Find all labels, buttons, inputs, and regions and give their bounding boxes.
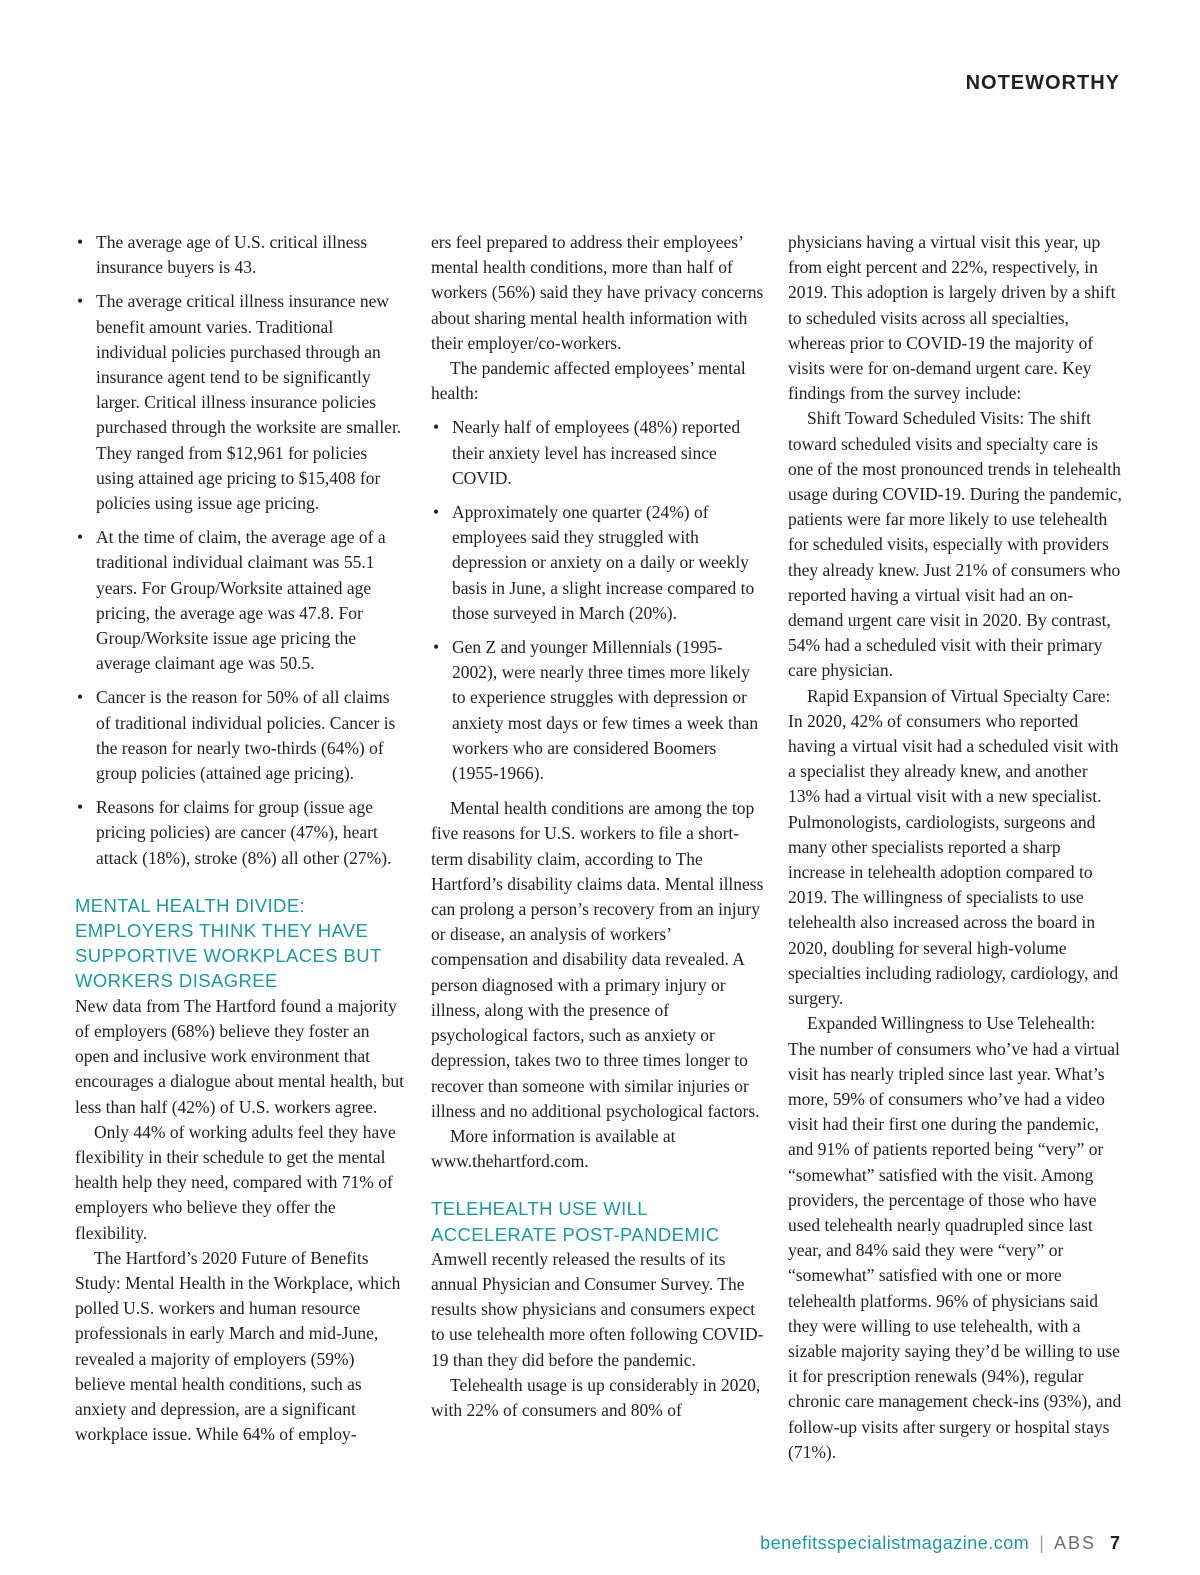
list-item: • Nearly half of employees (48%) reported their anxiety level has increased since COVID. — [431, 415, 765, 491]
page-footer — [760, 1533, 1120, 1554]
list-item: • At the time of claim, the average age of a traditional individual claimant was 55.1 years. For Group/Worksite attained age pricing, the average age was 47.8. For Group/Worksite issue age pricing the average claimant age was 50.5. — [75, 525, 407, 676]
paragraph: Mental health conditions are among the top five reasons for U.S. workers to file a short-term disability claim, according to The Hartford’s disability claims data. Mental illness can prolong a person’s recovery from an injury or disease, an analysis of workers’ compensation and disability data revealed. A person diagnosed with a primary injury or illness, along with the presence of psychological factors, such as anxiety or depression, takes two to three times longer to recover than someone with similar injuries or illness and no additional psychological factors. — [431, 798, 764, 1121]
magazine-name: ABS — [1053, 1533, 1096, 1553]
column-3 — [788, 230, 1122, 1465]
section-label: NOTEWORTHY — [965, 72, 1120, 94]
paragraph: Telehealth usage is up considerably in 2020, with 22% of consumers and 80% of — [431, 1374, 761, 1420]
telehealth-heading: TELEHEALTH USE WILL ACCELERATE POST-PANDEMIC — [431, 1198, 720, 1245]
page-number: 7 — [1109, 1533, 1120, 1553]
mental-health-heading: MENTAL HEALTH DIVIDE: EMPLOYERS THINK THEY HAVE SUPPORTIVE WORKPLACES BUT WORKERS DISAGREE — [75, 894, 382, 992]
list-item: • Reasons for claims for group (issue age pricing policies) are cancer (47%), heart attack (18%), stroke (8%) all other (27%). — [75, 795, 407, 871]
paragraph: Amwell recently released the results of its annual Physician and Consumer Survey. The results show physicians and consumers expect to use telehealth more often following COVID-19 than they did before the pandemic. — [431, 1248, 764, 1370]
paragraph: Only 44% of working adults feel they have flexibility in their schedule to get the mental health help they need, compared with 71% of employers who believe they offer the flexibility. — [75, 1121, 396, 1243]
pandemic-bullet-list — [431, 415, 765, 786]
footer-separator: | — [1039, 1533, 1044, 1553]
paragraph: physicians having a virtual visit this year, up from eight percent and 22%, respectively, in 2019. This adoption is largely driven by a shift to scheduled visits across all specialties, whereas prior to COVID-19 the majority of visits were for on-demand urgent care. Key findings from the survey include: — [788, 232, 1116, 404]
paragraph: Shift Toward Scheduled Visits: The shift toward scheduled visits and specialty care is one of the most pronounced trends in telehealth usage during COVID-19. During the pandemic, patients were far more likely to use telehealth for scheduled visits, especially with providers they already knew. Just 21% of consumers who reported having a virtual visit had an on-demand urgent care visit in 2020. By contrast, 54% had a scheduled visit with their primary care physician. — [788, 408, 1122, 681]
column-2 — [431, 230, 765, 1423]
list-item: • The average age of U.S. critical illness insurance buyers is 43. — [75, 230, 407, 280]
paragraph: Rapid Expansion of Virtual Specialty Care: In 2020, 42% of consumers who reported having a virtual visit had a scheduled visit with a specialist they already knew, and another 13% had a virtual visit with a new specialist. Pulmonologists, cardiologists, surgeons and many other specialists reported a sharp increase in telehealth adoption compared to 2019. The willingness of specialists to use telehealth also increased across the board in 2020, doubling for several high-volume specialties including radiology, cardiology, and surgery. — [788, 685, 1119, 1009]
paragraph: Expanded Willingness to Use Telehealth: The number of consumers who’ve had a virtual visit has nearly tripled since last year. What’s more, 59% of consumers who’ve had a video visit had their first one during the pandemic, and 91% of patients reported being “very” or “somewhat” satisfied with the visit. Among providers, the percentage of those who have used telehealth nearly quadrupled since last year, and 84% said they were “very” or “somewhat” satisfied with one or more telehealth platforms. 96% of physicians said they were willing to use telehealth, with a sizable majority saying they’d be willing to use it for prescription renewals (94%), regular chronic care management check-ins (93%), and follow-up visits after surgery or hospital stays (71%). — [788, 1013, 1122, 1462]
paragraph: More information is available at www.thehartford.com. — [431, 1125, 676, 1172]
list-item: • Cancer is the reason for 50% of all claims of traditional individual policies. Cancer is the reason for nearly two-thirds (64%) of group policies (attained age pricing). — [75, 685, 407, 786]
column-1 — [75, 230, 407, 1447]
paragraph: The pandemic affected employees’ mental health: — [431, 358, 746, 404]
paragraph: The Hartford’s 2020 Future of Benefits Study: Mental Health in the Workplace, which polled U.S. workers and human resource professionals in early March and mid-June, revealed a majority of employers (59%) believe mental health conditions, such as anxiety and depression, are a significant workplace issue. While 64% of employ- — [75, 1247, 401, 1445]
website-link[interactable]: benefitsspecialistmagazine.com — [760, 1533, 1030, 1553]
list-item: • Approximately one quarter (24%) of employees said they struggled with depression or anxiety on a daily or weekly basis in June, a slight increase compared to those surveyed in March (20%). — [431, 500, 765, 626]
paragraph: ers feel prepared to address their employees’ mental health conditions, more than half of workers (56%) said they have privacy concerns about sharing mental health information with their employer/co-workers. — [431, 232, 764, 353]
paragraph: New data from The Hartford found a majority of employers (68%) believe they foster an open and inclusive work environment that encourages a dialogue about mental health, but less than half (42%) of U.S. workers agree. — [75, 995, 404, 1117]
list-item: • Gen Z and younger Millennials (1995-2002), were nearly three times more likely to experience struggles with depression or anxiety most days or few times a week than workers who are considered Boomers (1955-1966). — [431, 635, 765, 786]
critical-illness-bullet-list — [75, 230, 407, 871]
list-item: • The average critical illness insurance new benefit amount varies. Traditional individual policies purchased through an insurance agent tend to be significantly larger. Critical illness insurance policies purchased through the worksite are smaller. They ranged from $12,961 for policies using attained age pricing to $15,408 for policies using issue age pricing. — [75, 289, 407, 516]
